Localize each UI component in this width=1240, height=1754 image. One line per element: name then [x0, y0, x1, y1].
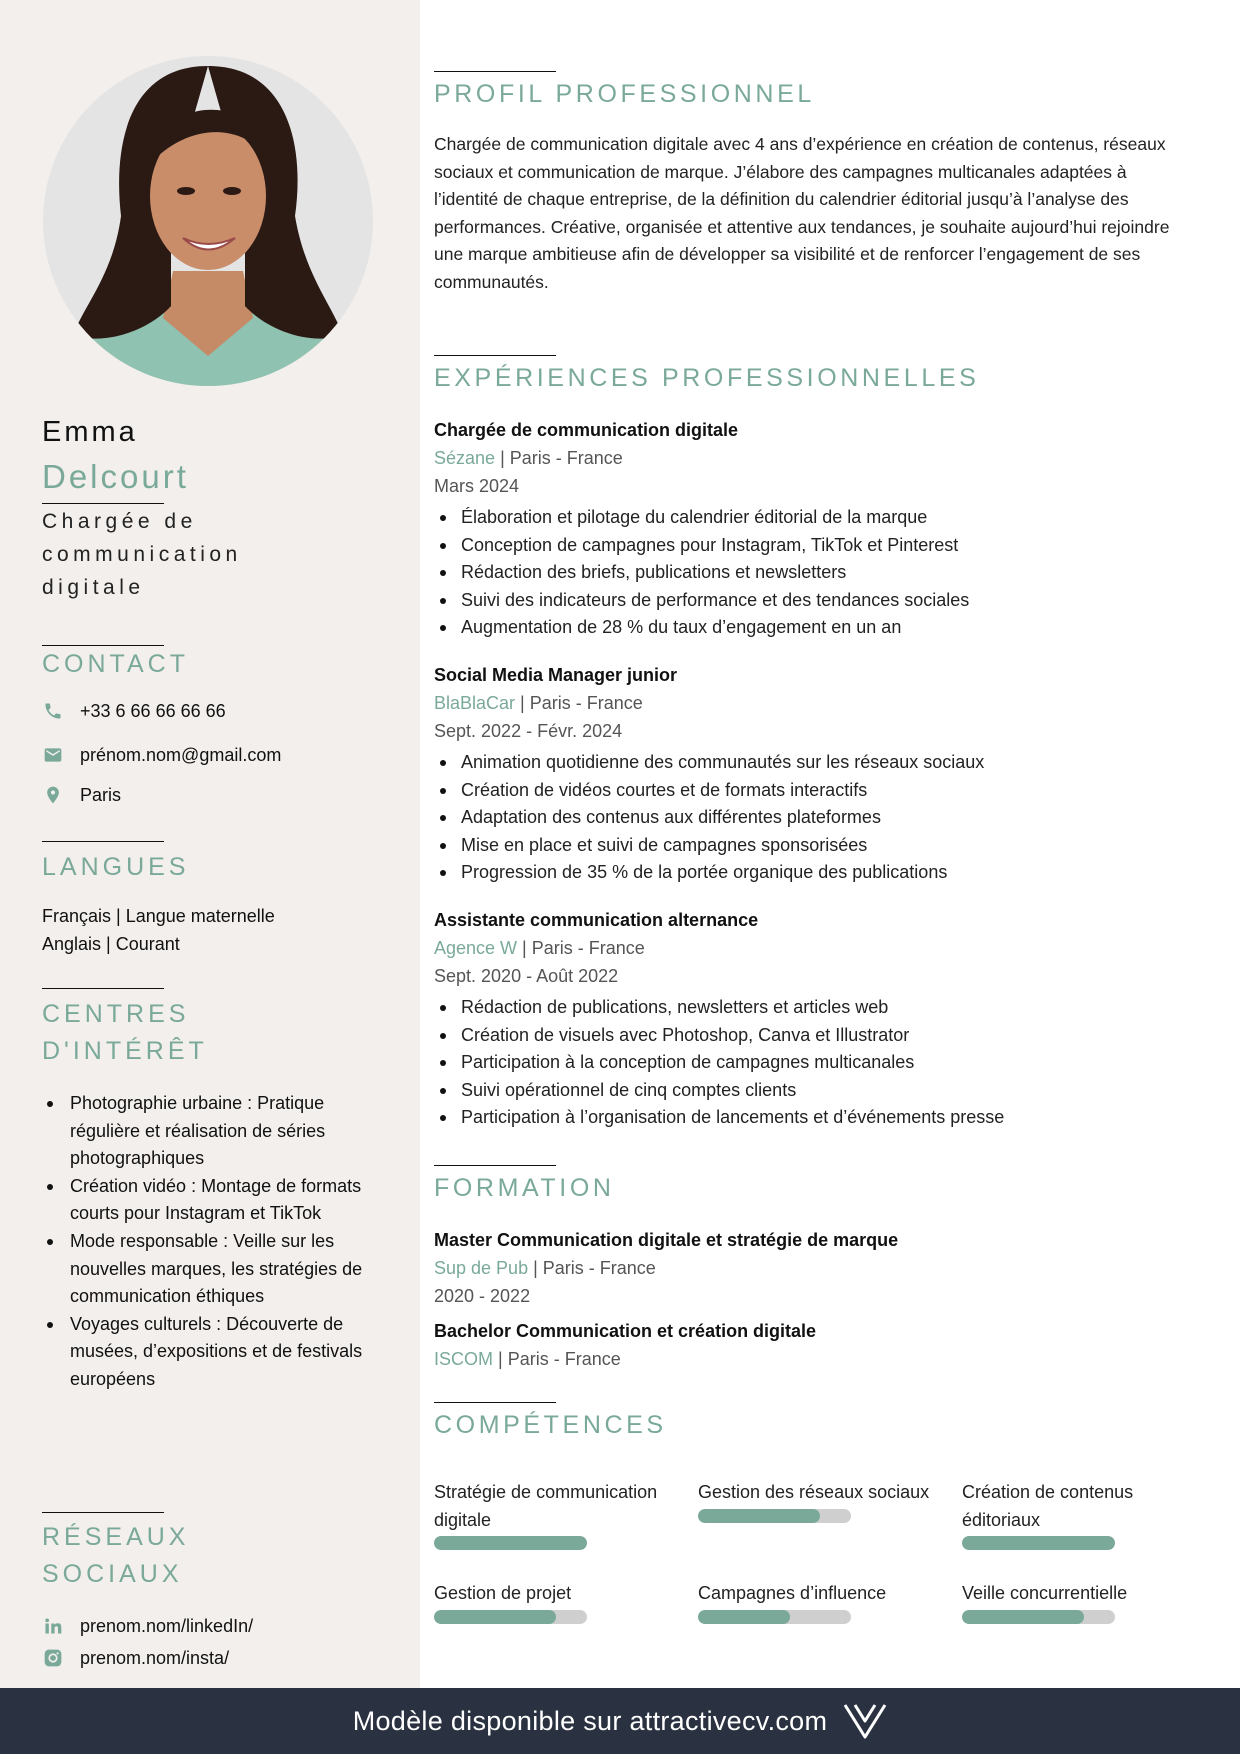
job-bullet: Élaboration et pilotage du calendrier éditorial de la marque	[434, 504, 1194, 532]
skill-bar	[698, 1509, 851, 1523]
profile-photo	[43, 56, 373, 386]
language-item: Anglais | Courant	[42, 934, 180, 954]
skill-bar-fill	[698, 1610, 790, 1624]
skill-bar	[698, 1610, 851, 1624]
interests-list	[42, 1090, 367, 1394]
job-bullet: Participation à la conception de campagnes multicanales	[434, 1049, 1194, 1077]
job-bullet: Progression de 35 % de la portée organique des publications	[434, 859, 1194, 887]
education-entry-school: Sup de Pub	[434, 1258, 529, 1278]
job-entry-company-line	[434, 444, 1194, 472]
social-instagram[interactable]	[42, 1647, 229, 1669]
job-bullet: Rédaction de publications, newsletters et articles web	[434, 994, 1194, 1022]
skill-bar-fill	[434, 1536, 587, 1550]
education-entry-school: ISCOM	[434, 1349, 494, 1369]
job-entry-company: Agence W	[434, 938, 518, 958]
attractivecv-logo-icon	[843, 1702, 887, 1740]
social-divider	[42, 1512, 164, 1513]
instagram-icon	[42, 1647, 64, 1669]
job-entry-dates: Sept. 2020 - Août 2022	[434, 966, 619, 986]
job-entry-dates: Mars 2024	[434, 476, 520, 496]
language-item: Français | Langue maternelle	[42, 906, 275, 926]
interest-item: Voyages culturels : Découverte de musées, d’expositions et de festivals européens	[42, 1311, 367, 1394]
education-entry	[434, 1226, 1194, 1310]
education-entry	[434, 1317, 1194, 1373]
social-instagram-text: prenom.nom/insta/	[80, 1647, 230, 1668]
education-entry-school-line	[434, 1254, 1194, 1282]
skill-label: Veille concurrentielle	[962, 1583, 1128, 1603]
job-entry-company-line	[434, 689, 1194, 717]
skill-bar	[434, 1536, 587, 1550]
job-bullet: Augmentation de 28 % du taux d’engagement en un an	[434, 614, 1194, 642]
email-icon	[42, 744, 64, 766]
education-entry-title: Bachelor Communication et création digitale	[434, 1321, 817, 1341]
education-heading: FORMATION	[434, 1174, 615, 1202]
skills-heading: COMPÉTENCES	[434, 1411, 667, 1439]
job-entry-location: | Paris - France	[495, 448, 623, 468]
job-entry-location: | Paris - France	[515, 693, 643, 713]
skill-label: Stratégie de communication digitale	[434, 1482, 658, 1530]
social-linkedin[interactable]	[42, 1615, 253, 1637]
interest-item: Photographie urbaine : Pratique régulière et réalisation de séries photographiques	[42, 1090, 367, 1173]
skill-bar	[962, 1536, 1115, 1550]
skill-bar-fill	[962, 1536, 1115, 1550]
contact-location	[42, 784, 121, 806]
job-entry	[434, 906, 1194, 1132]
education-entry-location: | Paris - France	[528, 1258, 656, 1278]
job-bullet: Adaptation des contenus aux différentes plateformes	[434, 804, 1194, 832]
name-divider	[42, 503, 164, 504]
education-divider	[434, 1165, 556, 1166]
location-pin-icon	[42, 784, 64, 806]
skill-item	[698, 1580, 938, 1624]
skill-label: Gestion de projet	[434, 1583, 572, 1603]
interest-item: Création vidéo : Montage de formats courts pour Instagram et TikTok	[42, 1173, 367, 1228]
last-name: Delcourt	[42, 458, 189, 495]
first-name: Emma	[42, 416, 138, 448]
interest-item: Mode responsable : Veille sur les nouvelles marques, les stratégies de communication éthiques	[42, 1228, 367, 1311]
job-bullet: Animation quotidienne des communautés sur les réseaux sociaux	[434, 749, 1194, 777]
contact-heading: CONTACT	[42, 650, 189, 678]
job-bullet: Création de vidéos courtes et de formats interactifs	[434, 777, 1194, 805]
skill-item	[962, 1479, 1202, 1550]
job-bullet: Création de visuels avec Photoshop, Canva et Illustrator	[434, 1022, 1194, 1050]
job-entry-location: | Paris - France	[517, 938, 645, 958]
phone-icon	[42, 700, 64, 722]
skill-bar	[962, 1610, 1115, 1624]
education-entry-location: | Paris - France	[493, 1349, 621, 1369]
skill-item	[698, 1479, 938, 1523]
interests-heading-line2: D'INTÉRÊT	[42, 1037, 208, 1065]
skill-bar	[434, 1610, 587, 1624]
contact-email[interactable]	[42, 744, 281, 766]
languages-heading: LANGUES	[42, 853, 190, 881]
education-entry-title: Master Communication digitale et stratégie de marque	[434, 1230, 899, 1250]
skill-bar-fill	[698, 1509, 820, 1523]
interests-heading-line1: CENTRES	[42, 1000, 190, 1028]
interests-divider	[42, 988, 164, 989]
experience-heading: EXPÉRIENCES PROFESSIONNELLES	[434, 364, 980, 392]
skill-item	[962, 1580, 1202, 1624]
footer-text[interactable]: Modèle disponible sur attractivecv.com	[352, 1705, 828, 1736]
education-entry-school-line	[434, 1345, 1194, 1373]
job-bullet: Conception de campagnes pour Instagram, TikTok et Pinterest	[434, 532, 1194, 560]
job-bullet: Mise en place et suivi de campagnes sponsorisées	[434, 832, 1194, 860]
social-heading-line1: RÉSEAUX	[42, 1523, 190, 1551]
experience-divider	[434, 355, 556, 356]
footer-banner[interactable]	[0, 1688, 1240, 1754]
job-entry-company-line	[434, 934, 1194, 962]
job-entry-bullets	[434, 994, 1194, 1132]
profile-heading: PROFIL PROFESSIONNEL	[434, 80, 815, 108]
job-entry-company: BlaBlaCar	[434, 693, 516, 713]
job-entry-title: Assistante communication alternance	[434, 910, 759, 930]
contact-location-text: Paris	[80, 784, 122, 805]
job-entry-company: Sézane	[434, 448, 496, 468]
job-title: Chargée de communication digitale	[42, 510, 242, 599]
social-linkedin-text: prenom.nom/linkedIn/	[80, 1615, 254, 1636]
contact-phone[interactable]	[42, 700, 226, 722]
skill-label: Création de contenus éditoriaux	[962, 1482, 1134, 1530]
linkedin-icon	[42, 1615, 64, 1637]
job-bullet: Participation à l’organisation de lancements et d’événements presse	[434, 1104, 1194, 1132]
job-bullet: Rédaction des briefs, publications et newsletters	[434, 559, 1194, 587]
profile-text: Chargée de communication digitale avec 4 ans d’expérience en création de contenus, réseaux sociaux et communication de marque. J’élabore des campagnes multicanales adaptées à l’identité de chaque entreprise, de la définition du calendrier éditorial jusqu’à l’analyse des performances. Créative, organisée et attentive aux tendances, je souhaite aujourd’hui rejoindre une marque ambitieuse afin de développer sa visibilité et de renforcer l’engagement de ses communautés.	[434, 134, 1170, 292]
skill-label: Campagnes d’influence	[698, 1583, 887, 1603]
job-entry-bullets	[434, 504, 1194, 642]
job-entry-dates: Sept. 2022 - Févr. 2024	[434, 721, 623, 741]
languages-divider	[42, 841, 164, 842]
sidebar	[0, 0, 420, 1688]
skill-label: Gestion des réseaux sociaux	[698, 1482, 930, 1502]
job-bullet: Suivi opérationnel de cinq comptes clients	[434, 1077, 1194, 1105]
job-entry	[434, 416, 1194, 642]
skill-item	[434, 1479, 674, 1550]
social-heading-line2: SOCIAUX	[42, 1560, 183, 1588]
skill-bar-fill	[962, 1610, 1084, 1624]
job-entry	[434, 661, 1194, 887]
skill-item	[434, 1580, 674, 1624]
skill-bar-fill	[434, 1610, 556, 1624]
contact-phone-text: +33 6 66 66 66 66	[80, 700, 226, 721]
skills-divider	[434, 1402, 556, 1403]
contact-email-text: prénom.nom@gmail.com	[80, 744, 282, 765]
education-entry-dates: 2020 - 2022	[434, 1286, 531, 1306]
profile-divider	[434, 71, 556, 72]
job-entry-title: Social Media Manager junior	[434, 665, 678, 685]
job-entry-bullets	[434, 749, 1194, 887]
job-bullet: Suivi des indicateurs de performance et des tendances sociales	[434, 587, 1194, 615]
job-entry-title: Chargée de communication digitale	[434, 420, 739, 440]
